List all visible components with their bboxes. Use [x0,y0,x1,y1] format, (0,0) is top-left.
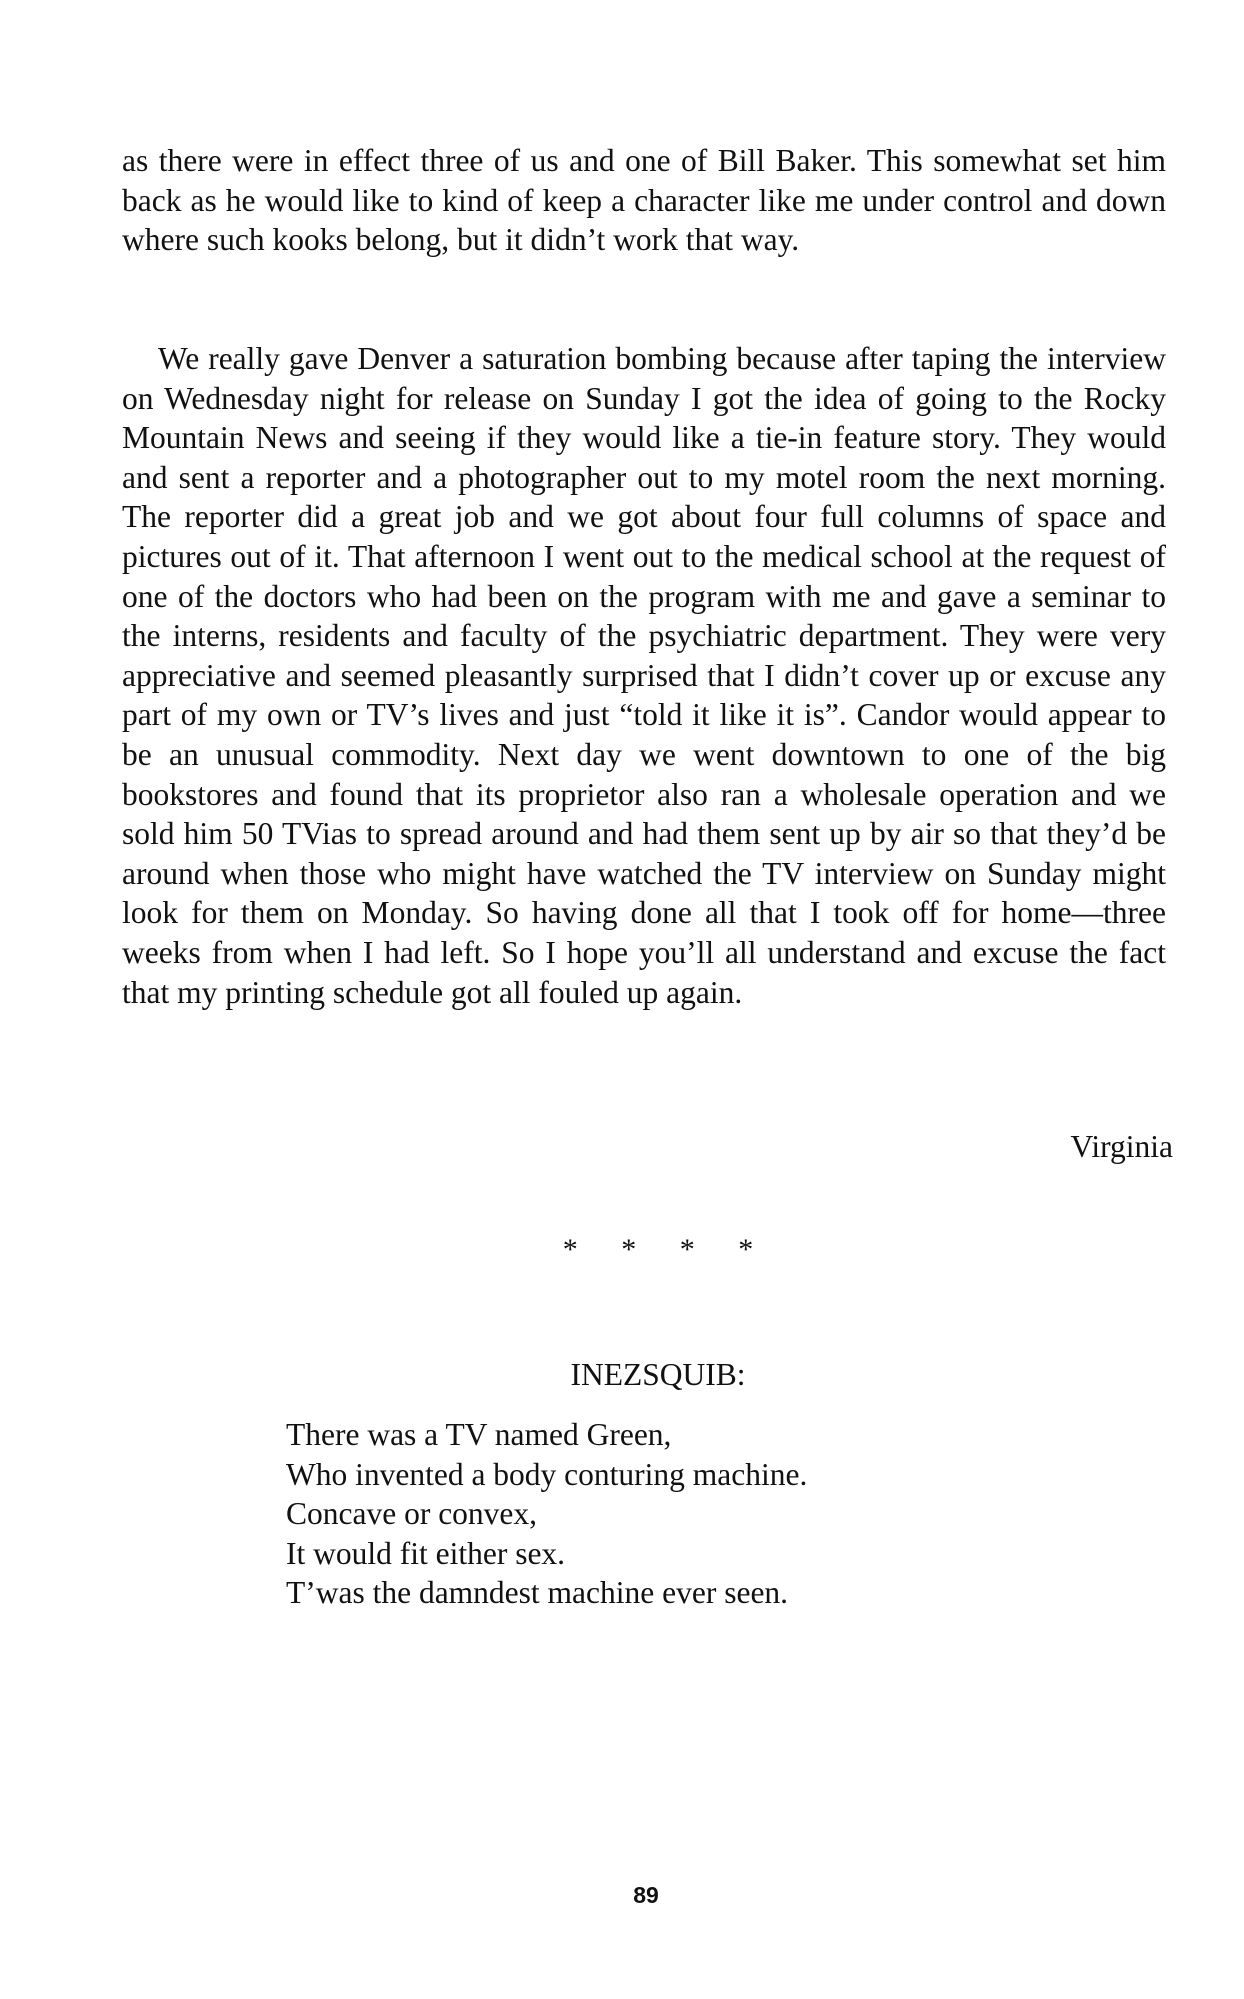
poem-line: Concave or convex, [286,1496,538,1531]
paragraph-continuation: as there were in effect three of us and one of Bill Baker. This somewhat set him back as he would like to kind of keep a character like me under control and down where such kooks belong, but it didn’t work that way. [122,143,1166,258]
paragraph-denver: We really gave Denver a saturation bombing because after taping the interview on Wednesday night for release on Sunday I got the idea of going to the Rocky Mountain News and seeing if they would like a tie-in feature story. They would and sent a reporter and a photographer out to my motel room the next morning. The reporter did a great job and we got about four full columns of space and pictures out of it. That afternoon I went out to the medical school at the request of one of the doctors who had been on the program with me and gave a seminar to the interns, residents and faculty of the psychiatric department. They were very appreciative and seemed pleasantly surprised that I didn’t cover up or excuse any part of my own or TV’s lives and just “told it like it is”. Candor would appear to be an unusual commodity. Next day we went downtown to one of the big bookstores and found that its proprietor also ran a wholesale operation and we sold him 50 TVias to spread around and had them sent up by air so that they’d be around when those who might have watched the TV interview on Sunday might look for them on Monday. So having done all that I took off for home—three weeks from when I had left. So I hope you’ll all understand and excuse the fact that my printing schedule got all fouled up again. [122,341,1166,1010]
signature: Virginia [1070,1129,1173,1164]
poem [286,1415,807,1613]
poem-line: There was a TV named Green, [286,1417,672,1452]
poem-line: It would fit either sex. [286,1535,566,1571]
poem-title: INEZSQUIB: [570,1357,746,1392]
page-number: 89 [633,1882,659,1908]
poem-line: T’was the damndest machine ever seen. [286,1575,789,1610]
poem-line: Who invented a body conturing machine. [286,1456,808,1492]
section-separator: * * * * [562,1233,754,1266]
